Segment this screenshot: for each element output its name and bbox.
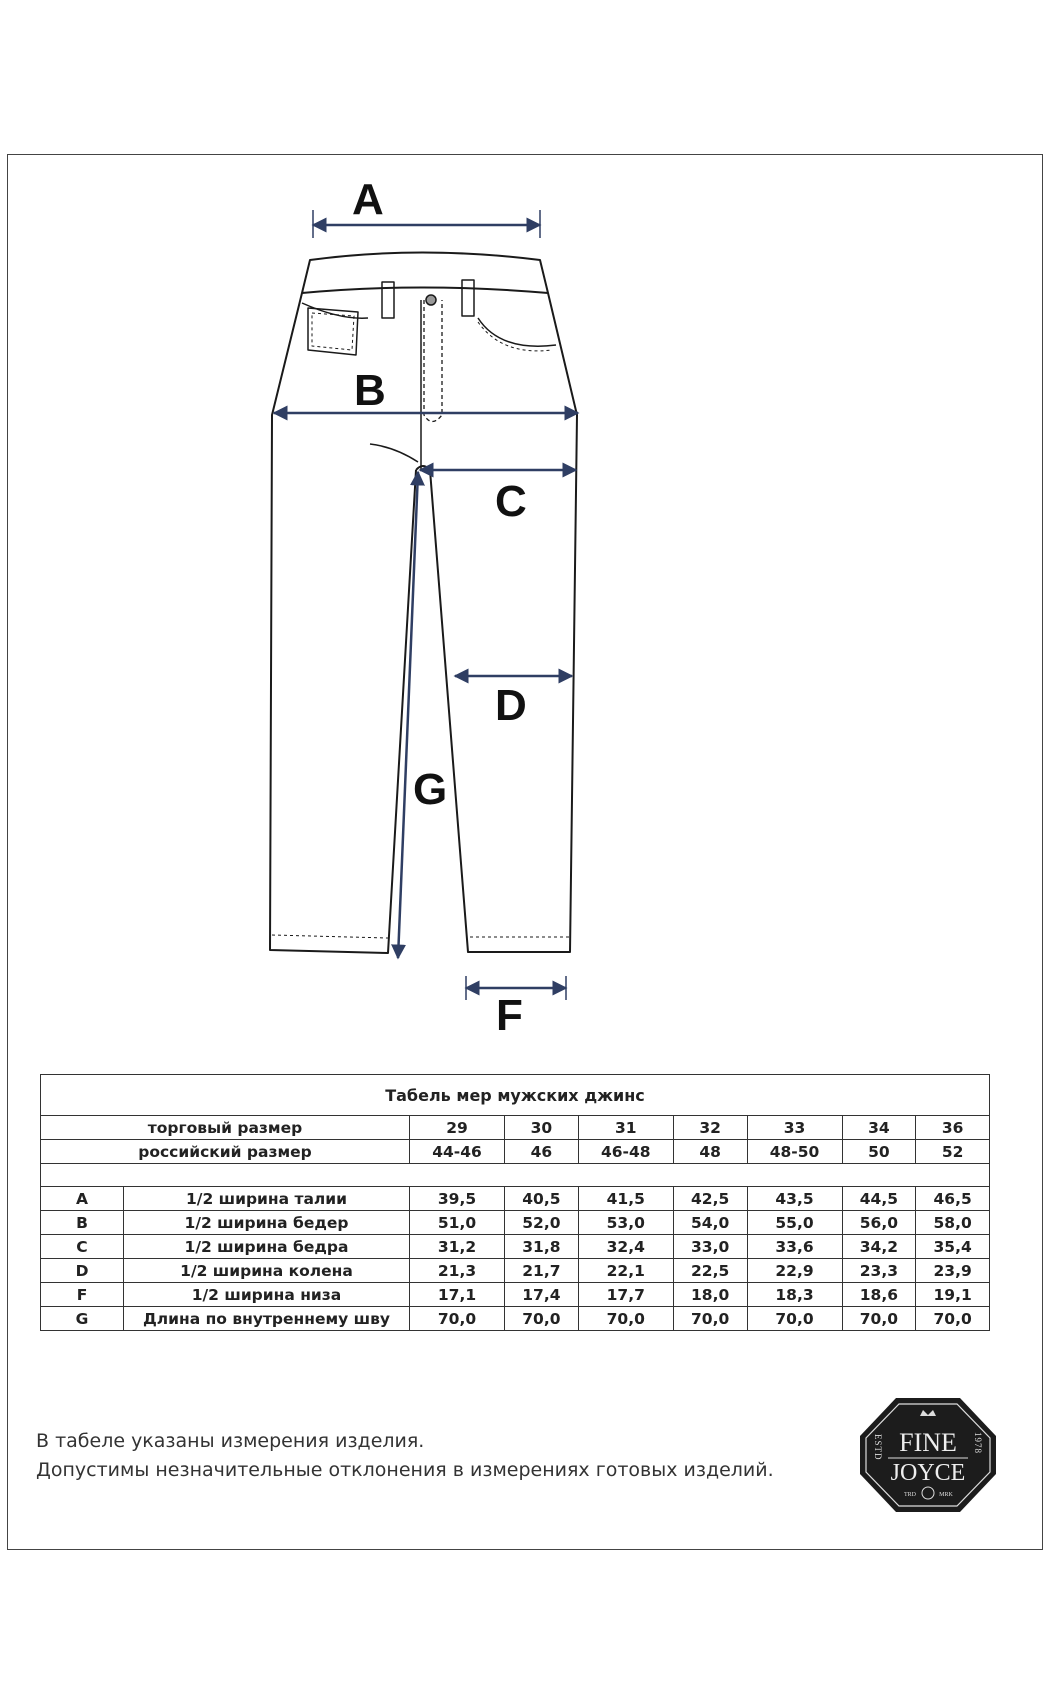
logo-year: 1978	[973, 1432, 983, 1454]
measurement-value: 31,8	[505, 1235, 579, 1259]
measurement-value: 21,3	[410, 1259, 505, 1283]
measurement-value: 21,7	[505, 1259, 579, 1283]
russian-size-label: российский размер	[41, 1140, 410, 1164]
trade-size-row	[41, 1116, 990, 1140]
measurement-value: 70,0	[410, 1307, 505, 1331]
measurement-value: 39,5	[410, 1187, 505, 1211]
trade-size-cell: 30	[505, 1116, 579, 1140]
measurement-value: 18,3	[747, 1283, 842, 1307]
logo-joyce: JOYCE	[890, 1460, 966, 1486]
size-table	[40, 1074, 990, 1331]
measurement-value: 70,0	[916, 1307, 990, 1331]
measurement-value: 52,0	[505, 1211, 579, 1235]
spacer-row	[41, 1164, 990, 1187]
measurement-value: 42,5	[673, 1187, 747, 1211]
measurement-row	[41, 1259, 990, 1283]
label-a: A	[352, 175, 384, 224]
russian-size-cell: 48	[673, 1140, 747, 1164]
measurement-value: 54,0	[673, 1211, 747, 1235]
measurement-value: 31,2	[410, 1235, 505, 1259]
measurement-value: 23,3	[842, 1259, 916, 1283]
russian-size-cell: 44-46	[410, 1140, 505, 1164]
logo-trd: TRD	[904, 1492, 916, 1498]
measurement-value: 56,0	[842, 1211, 916, 1235]
label-f: F	[496, 991, 523, 1040]
measurement-value: 70,0	[578, 1307, 673, 1331]
dimension-arrows	[274, 210, 578, 1000]
measurement-row	[41, 1235, 990, 1259]
measurement-value: 40,5	[505, 1187, 579, 1211]
logo-estd: ESTD	[873, 1434, 883, 1461]
measurement-value: 17,1	[410, 1283, 505, 1307]
russian-size-cell: 46	[505, 1140, 579, 1164]
measurement-name: 1/2 ширина низа	[124, 1283, 410, 1307]
measurement-name: 1/2 ширина бедра	[124, 1235, 410, 1259]
jeans-outline	[270, 253, 577, 954]
measurement-value: 17,4	[505, 1283, 579, 1307]
measurement-value: 18,6	[842, 1283, 916, 1307]
measurement-value: 17,7	[578, 1283, 673, 1307]
measurement-value: 51,0	[410, 1211, 505, 1235]
measurement-value: 70,0	[505, 1307, 579, 1331]
russian-size-row	[41, 1140, 990, 1164]
trade-size-cell: 31	[578, 1116, 673, 1140]
table-title: Табель мер мужских джинс	[41, 1075, 990, 1116]
measurement-value: 22,1	[578, 1259, 673, 1283]
russian-size-cell: 48-50	[747, 1140, 842, 1164]
measurement-value: 44,5	[842, 1187, 916, 1211]
measurement-value: 53,0	[578, 1211, 673, 1235]
measurement-value: 41,5	[578, 1187, 673, 1211]
measurement-code: G	[41, 1307, 124, 1331]
measurement-code: D	[41, 1259, 124, 1283]
label-c: C	[495, 477, 527, 526]
fine-joyce-logo	[858, 1396, 998, 1514]
measurement-row	[41, 1211, 990, 1235]
measurement-name: 1/2 ширина бедер	[124, 1211, 410, 1235]
measurement-code: F	[41, 1283, 124, 1307]
measurement-value: 34,2	[842, 1235, 916, 1259]
measurement-value: 22,5	[673, 1259, 747, 1283]
measurement-row	[41, 1283, 990, 1307]
measurement-value: 70,0	[842, 1307, 916, 1331]
measurement-value: 18,0	[673, 1283, 747, 1307]
measurement-row	[41, 1187, 990, 1211]
measurement-value: 33,6	[747, 1235, 842, 1259]
measurement-value: 58,0	[916, 1211, 990, 1235]
measurement-name: 1/2 ширина колена	[124, 1259, 410, 1283]
spacer-cell	[41, 1164, 990, 1187]
logo-fine: FINE	[899, 1428, 957, 1457]
measurement-value: 32,4	[578, 1235, 673, 1259]
russian-size-cell: 46-48	[578, 1140, 673, 1164]
trade-size-cell: 29	[410, 1116, 505, 1140]
measurement-code: A	[41, 1187, 124, 1211]
label-g: G	[413, 765, 448, 814]
measurement-name: Длина по внутреннему шву	[124, 1307, 410, 1331]
measurement-value: 33,0	[673, 1235, 747, 1259]
measurement-value: 55,0	[747, 1211, 842, 1235]
measurement-value: 23,9	[916, 1259, 990, 1283]
note-line-2: Допустимы незначительные отклонения в измерениях готовых изделий.	[36, 1459, 774, 1481]
trade-size-cell: 34	[842, 1116, 916, 1140]
measurement-row	[41, 1307, 990, 1331]
trade-size-cell: 33	[747, 1116, 842, 1140]
measurement-code: B	[41, 1211, 124, 1235]
measurement-value: 46,5	[916, 1187, 990, 1211]
trade-size-cell: 32	[673, 1116, 747, 1140]
measurement-value: 35,4	[916, 1235, 990, 1259]
measurement-name: 1/2 ширина талии	[124, 1187, 410, 1211]
measurement-code: C	[41, 1235, 124, 1259]
measurement-value: 43,5	[747, 1187, 842, 1211]
measurement-value: 19,1	[916, 1283, 990, 1307]
russian-size-cell: 50	[842, 1140, 916, 1164]
measurement-value: 70,0	[673, 1307, 747, 1331]
measurement-value: 70,0	[747, 1307, 842, 1331]
trade-size-cell: 36	[916, 1116, 990, 1140]
measurement-value: 22,9	[747, 1259, 842, 1283]
russian-size-cell: 52	[916, 1140, 990, 1164]
logo-mrk: MRK	[939, 1492, 953, 1498]
label-b: B	[354, 366, 386, 415]
trade-size-label: торговый размер	[41, 1116, 410, 1140]
note-line-1: В табеле указаны измерения изделия.	[36, 1430, 425, 1452]
label-d: D	[495, 681, 527, 730]
